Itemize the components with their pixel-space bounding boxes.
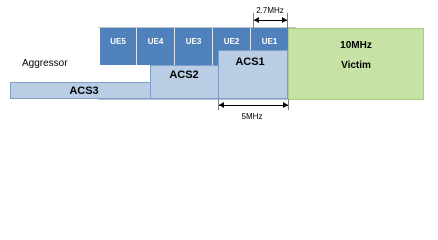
total-bandwidth-tick-right bbox=[288, 99, 289, 110]
ue4-label: UE4 bbox=[147, 37, 164, 46]
victim-label: Victim bbox=[341, 60, 371, 71]
total-bandwidth-arrow-line bbox=[219, 105, 288, 106]
aggressor-label: Aggressor bbox=[22, 58, 68, 69]
acs1-label: ACS1 bbox=[235, 56, 265, 68]
ue-bandwidth-arrowhead-left bbox=[254, 17, 259, 23]
guide-line-bottom bbox=[98, 99, 296, 100]
acs3-label: ACS3 bbox=[69, 85, 99, 97]
ue-bandwidth-tick-right bbox=[287, 13, 288, 28]
ue1-label: UE1 bbox=[261, 37, 278, 46]
acs2-label: ACS2 bbox=[169, 69, 199, 81]
ue3-label: UE3 bbox=[185, 37, 202, 46]
ue-bandwidth-arrowhead-right bbox=[282, 17, 287, 23]
ue-bandwidth-label: 2.7MHz bbox=[256, 6, 284, 15]
total-bandwidth-arrowhead-right bbox=[283, 102, 288, 108]
total-bandwidth-label: 5MHz bbox=[241, 112, 263, 121]
total-bandwidth-arrowhead-left bbox=[219, 102, 224, 108]
victim-bandwidth-label: 10MHz bbox=[340, 40, 372, 51]
ue5-label: UE5 bbox=[110, 37, 126, 46]
ue2-label: UE2 bbox=[223, 37, 240, 46]
